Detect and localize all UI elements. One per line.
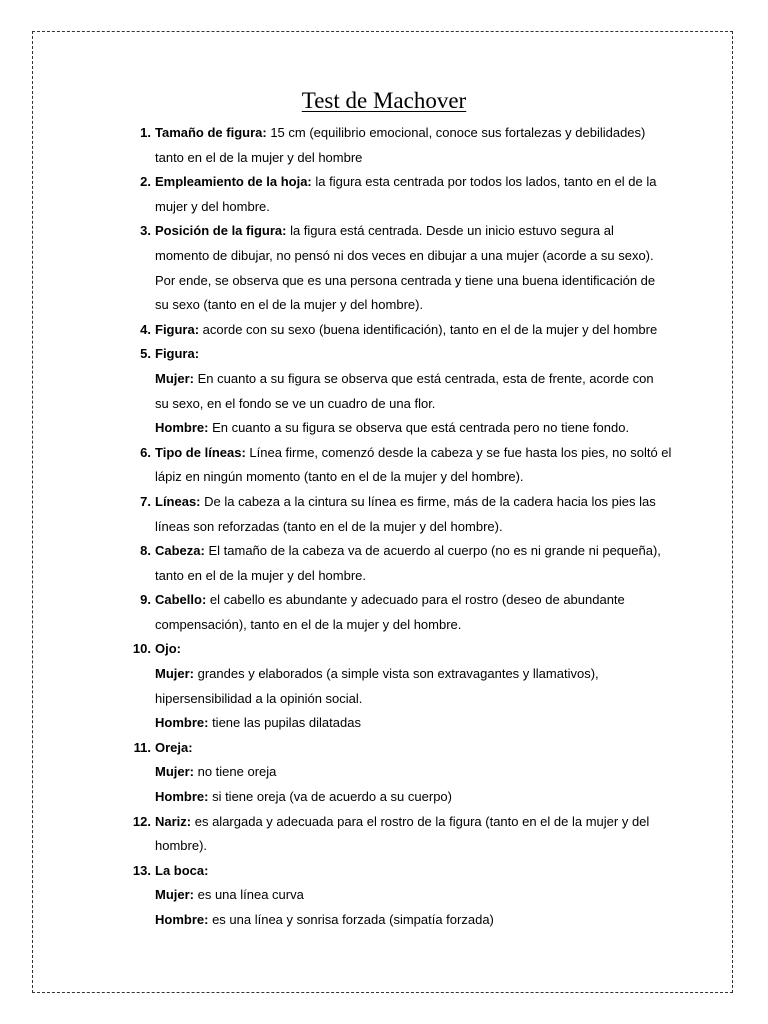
list-item-label: Figura:: [155, 321, 200, 337]
list-item-text: hipersensibilidad a la opinión social.: [155, 690, 363, 706]
list-item-text: es una línea y sonrisa forzada (simpatía forzada): [208, 912, 494, 927]
list-item-label: Tamaño de figura:: [155, 125, 267, 140]
list-item-line: [155, 760, 670, 785]
list-item-line: [155, 342, 670, 367]
list-item: [110, 810, 670, 859]
list-item-line: [155, 810, 670, 835]
list-item-line: [155, 711, 670, 736]
list-item-label: Mujer:: [155, 370, 194, 386]
list-item-line: [155, 515, 670, 540]
list-item-number: 4.: [140, 321, 151, 337]
list-item-number: 8.: [140, 543, 151, 559]
list-item-label: Cabello:: [155, 592, 207, 608]
document-title: [0, 86, 768, 116]
list-item-text: En cuanto a su figura se observa que está centrada pero no tiene fondo.: [208, 420, 630, 436]
list-item-label: Hombre:: [155, 912, 209, 927]
list-item-line: [155, 687, 670, 712]
list-item-text: En cuanto a su figura se observa que está centrada, esta de frente, acorde con: [194, 370, 654, 386]
list-item-number: 1.: [140, 125, 151, 140]
list-item-label: Empleamiento de la hoja:: [155, 174, 312, 190]
list-item-text: tiene las pupilas dilatadas: [208, 715, 361, 731]
list-item: [110, 588, 670, 637]
list-item-label: La boca:: [155, 862, 209, 878]
list-item-label: Mujer:: [155, 666, 194, 682]
list-item-label: Oreja:: [155, 739, 193, 755]
list-item-text: su sexo (tanto en el de la mujer y del hombre).: [155, 297, 424, 313]
list-item-number: 5.: [140, 346, 151, 362]
list-item-line: [155, 785, 670, 810]
list-item-line: [155, 637, 670, 662]
list-item-line: [155, 146, 670, 171]
list-item-line: [155, 490, 670, 515]
list-item-line: [155, 441, 670, 466]
list-item-line: [155, 195, 670, 220]
list-item-line: [155, 588, 670, 613]
list-item-text: Por ende, se observa que es una persona centrada y tiene una buena identificación de: [155, 272, 656, 288]
list-item-line: [155, 170, 670, 195]
list-item-label: Mujer:: [155, 764, 194, 780]
list-item-number: 13.: [132, 862, 151, 878]
list-item: [110, 318, 670, 343]
list-item-text: líneas son reforzadas (tanto en el de la mujer y del hombre).: [155, 518, 503, 534]
list-item-line: [155, 367, 670, 392]
list-item: [110, 441, 670, 490]
list-item-line: [155, 662, 670, 687]
list-item-text: es una línea curva: [194, 887, 304, 903]
list-item: [110, 490, 670, 539]
list-item-line: [155, 318, 670, 343]
list-item: [110, 736, 670, 810]
list-item-line: [155, 859, 670, 884]
list-item-label: Líneas:: [155, 493, 201, 509]
list-item-text: grandes y elaborados (a simple vista son extravagantes y llamativos),: [194, 666, 599, 682]
list-item-number: 6.: [140, 444, 151, 460]
list-item-text: si tiene oreja (va de acuerdo a su cuerpo): [208, 789, 452, 805]
list-item-number: 3.: [140, 223, 151, 239]
list-item-label: Hombre:: [155, 715, 209, 731]
list-item-line: [155, 539, 670, 564]
list-item-text: momento de dibujar, no pensó ni dos veces en dibujar a una mujer (acorde a su sexo).: [155, 247, 654, 263]
list-item-line: [155, 392, 670, 417]
list-item: [110, 121, 670, 170]
list-item-text: la figura esta centrada por todos los lados, tanto en el de la: [311, 174, 657, 190]
list-item-label: Posición de la figura:: [155, 223, 287, 239]
list-item-line: [155, 269, 670, 294]
list-item-label: Ojo:: [155, 641, 181, 657]
list-item-text: es alargada y adecuada para el rostro de la figura (tanto en el de la mujer y del: [191, 813, 650, 829]
list-item-number: 10.: [132, 641, 151, 657]
list-item-number: 11.: [133, 739, 151, 755]
list-item-text: su sexo, en el fondo se ve un cuadro de una flor.: [155, 395, 436, 411]
list-item: [110, 859, 670, 933]
list-item-line: [155, 293, 670, 318]
numbered-list: [110, 121, 670, 933]
list-item-line: [155, 416, 670, 441]
list-item-text: El tamaño de la cabeza va de acuerdo al cuerpo (no es ni grande ni pequeña),: [204, 543, 661, 559]
list-item-line: [155, 908, 670, 933]
list-item-number: 12.: [132, 813, 151, 829]
list-item-number: 2.: [140, 174, 151, 190]
list-item-number: 7.: [140, 493, 151, 509]
list-item-line: [155, 883, 670, 908]
list-item-text: 15 cm (equilibrio emocional, conoce sus fortalezas y debilidades): [266, 125, 646, 140]
list-item-line: [155, 564, 670, 589]
list-item-label: Tipo de líneas:: [155, 444, 246, 460]
list-item-label: Nariz:: [155, 813, 192, 829]
list-item-text: tanto en el de la mujer y del hombre.: [155, 567, 367, 583]
list-item-label: Hombre:: [155, 420, 209, 436]
list-item-line: [155, 465, 670, 490]
list-item-text: Línea firme, comenzó desde la cabeza y se fue hasta los pies, no soltó el: [245, 444, 672, 460]
list-item-line: [155, 736, 670, 761]
list-item-text: la figura está centrada. Desde un inicio estuvo segura al: [286, 223, 614, 239]
list-item-label: Figura:: [155, 346, 200, 362]
list-item-label: Hombre:: [155, 789, 209, 805]
list-item-text: acorde con su sexo (buena identificación), tanto en el de la mujer y del hombre: [199, 321, 658, 337]
list-item-text: De la cabeza a la cintura su línea es firme, más de la cadera hacia los pies las: [200, 493, 656, 509]
document-title-text: Test de Machover: [301, 88, 467, 113]
list-item: [110, 539, 670, 588]
list-item-line: [155, 613, 670, 638]
list-item-text: tanto en el de la mujer y del hombre: [155, 149, 363, 165]
list-item-text: compensación), tanto en el de la mujer y del hombre.: [155, 616, 462, 632]
list-item-line: [155, 244, 670, 269]
list-item-line: [155, 219, 670, 244]
list-item-text: lápiz en ningún momento (tanto en el de la mujer y del hombre).: [155, 469, 524, 485]
list-item: [110, 342, 670, 440]
list-item: [110, 170, 670, 219]
list-item-label: Mujer:: [155, 887, 194, 903]
list-item-line: [155, 834, 670, 859]
list-item-text: hombre).: [155, 838, 208, 854]
list-item: [110, 219, 670, 317]
list-item: [110, 637, 670, 735]
list-item-label: Cabeza:: [155, 543, 205, 559]
list-item-text: mujer y del hombre.: [155, 198, 270, 214]
list-item-text: no tiene oreja: [194, 764, 277, 780]
list-item-number: 9.: [140, 592, 151, 608]
list-item-text: el cabello es abundante y adecuado para el rostro (deseo de abundante: [206, 592, 625, 608]
list-item-line: [155, 121, 670, 146]
